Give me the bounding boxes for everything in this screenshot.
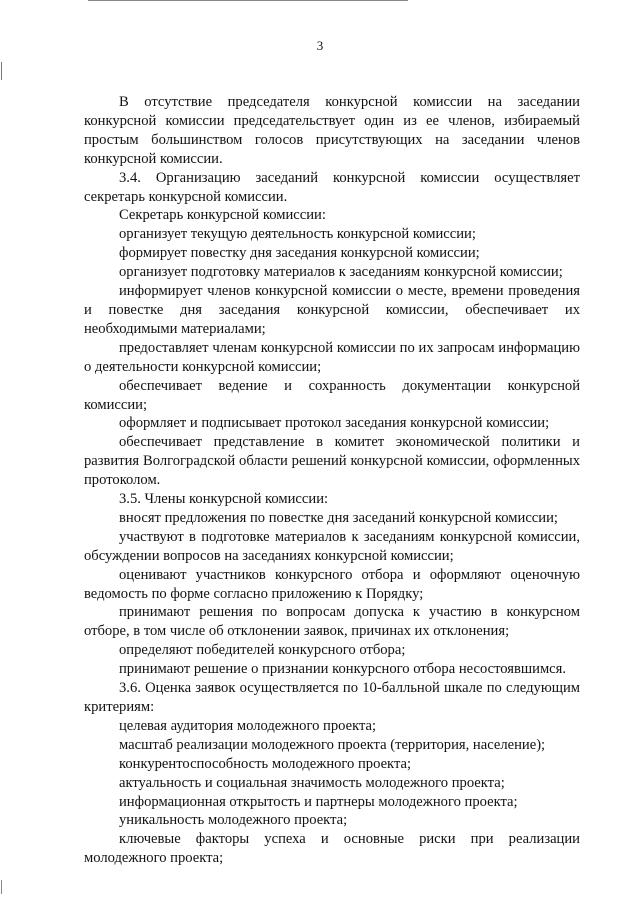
list-item-secretary-3: организует подготовку материалов к заседаниям конкурсной комиссии; <box>119 264 563 281</box>
list-item-criteria-3: конкурентоспособность молодежного проекта; <box>119 755 412 772</box>
list-item-criteria-1: целевая аудитория молодежного проекта; <box>119 717 377 734</box>
scan-left-edge-mark-bottom <box>1 880 2 894</box>
paragraph-secretary-heading: Секретарь конкурсной комиссии: <box>119 207 326 224</box>
list-item-criteria-6: уникальность молодежного проекта; <box>119 812 348 829</box>
list-item-secretary-2: формирует повестку дня заседания конкурсной комиссии; <box>119 245 480 262</box>
paragraph-3-5: 3.5. Члены конкурсной комиссии: <box>119 491 329 508</box>
scan-top-edge-line <box>88 0 408 1</box>
list-item-secretary-7: оформляет и подписывает протокол заседания конкурсной комиссии; <box>119 415 550 432</box>
list-item-members-5: определяют победителей конкурсного отбора; <box>119 642 406 659</box>
list-item-secretary-1: организует текущую деятельность конкурсной комиссии; <box>119 226 476 243</box>
list-item-members-6: принимают решение о признании конкурсного отбора несостоявшимся. <box>119 661 567 678</box>
paragraph-chair-absence: В отсутствие председателя конкурсной комиссии на заседании конкурсной комиссии председательствует один из ее членов, избираемый простым большинством голосов присутствующих на заседании членов конкурсной комиссии. <box>84 94 580 167</box>
list-item-members-1: вносят предложения по повестке дня заседаний конкурсной комиссии; <box>119 509 558 526</box>
list-item-criteria-4: актуальность и социальная значимость молодежного проекта; <box>119 774 505 791</box>
paragraph-3-6: 3.6. Оценка заявок осуществляется по 10-балльной шкале по следующим критериям: <box>84 680 580 715</box>
list-item-secretary-4: информирует членов конкурсной комиссии о месте, времени проведения и повестке дня заседания конкурсной комиссии, обеспечивает их необходимыми материалами; <box>84 283 580 337</box>
list-item-secretary-6: обеспечивает ведение и сохранность документации конкурсной комиссии; <box>84 377 580 413</box>
list-item-criteria-7: ключевые факторы успеха и основные риски при реализации молодежного проекта; <box>84 831 580 867</box>
scan-left-edge-mark <box>1 62 2 80</box>
list-item-members-3: оценивают участников конкурсного отбора и оформляют оценочную ведомость по форме согласно приложению к Порядку; <box>84 566 580 602</box>
list-item-criteria-5: информационная открытость и партнеры молодежного проекта; <box>119 793 518 810</box>
list-item-secretary-8: обеспечивает представление в комитет экономической политики и развития Волгоградской области решений конкурсной комиссии, оформленных протоколом. <box>84 434 580 489</box>
document-body <box>84 93 580 868</box>
list-item-secretary-5: предоставляет членам конкурсной комиссии по их запросам информацию о деятельности конкурсной комиссии; <box>84 339 580 375</box>
page-number: 3 <box>316 38 324 53</box>
list-item-criteria-2: масштаб реализации молодежного проекта (территория, население); <box>119 736 546 753</box>
list-item-members-2: участвуют в подготовке материалов к заседаниям конкурсной комиссии, обсуждении вопросов на заседаниях конкурсной комиссии; <box>84 528 580 564</box>
paragraph-3-4: 3.4. Организацию заседаний конкурсной комиссии осуществляет секретарь конкурсной комиссии. <box>84 169 580 205</box>
list-item-members-4: принимают решения по вопросам допуска к участию в конкурсном отборе, в том числе об отклонении заявок, причинах их отклонения; <box>84 604 580 640</box>
